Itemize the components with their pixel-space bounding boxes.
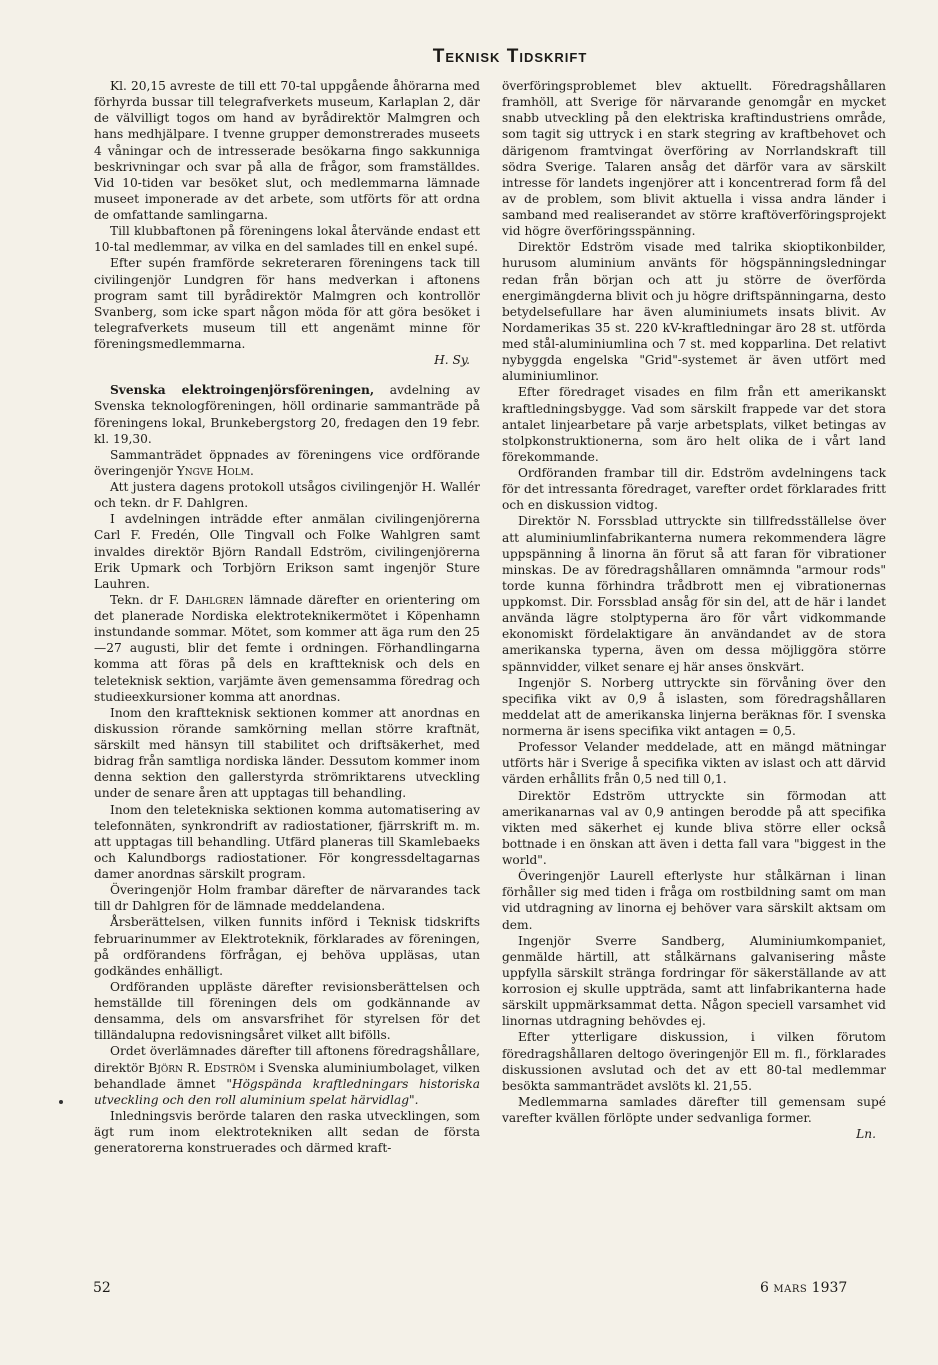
paragraph: Sammanträdet öppnades av föreningens vice ordförande överingenjör Yngve Holm. [94, 447, 480, 478]
paragraph: Överingenjör Laurell efterlyste hur stålkärnan i linan förhåller sig med tiden i fråga om rostbildning samt om man vid utdragning av linorna ej behöver vara särskilt aktsam om dem. [502, 869, 886, 932]
paragraph: Medlemmarna samlades därefter till gemensam supé varefter kvällen förlöpte under sedvanliga former. [502, 1094, 886, 1125]
margin-dot [59, 1100, 63, 1104]
masthead-title: Teknisk Tidskrift [432, 46, 588, 67]
paragraph: Ordföranden uppläste därefter revisionsberättelsen och hemställde till föreningen dels om godkännande av densamma, dels om ansvarsfrihet för styrelsen för det tilländalupna redovisningsåret vilket allt bifölls. [94, 979, 480, 1043]
author-signature: H. Sy. [434, 353, 470, 368]
paragraph: Ordet överlämnades därefter till aftonens föredragshållare, direktör Björn R. Edström i Svenska aluminiumbolaget, vilken behandlade ämnet "Högspända kraftledningars historiska utveckling och den roll aluminium spelat härvidlag". [94, 1044, 481, 1107]
paragraph: Inom den teletekniska sektionen komma automatisering av telefonnäten, synkrondrift av radiostationer, fjärrskrift m. m. att upptagas till behandling. Utfärd planeras till Skamlebaeks och Kalundborgs radiostationer. För kongressdeltagarnas damer anordnas särskilt program. [94, 802, 480, 881]
person-name: Björn R. Edström [148, 1060, 256, 1075]
paragraph: Efter ytterligare diskussion, i vilken förutom föredragshållaren deltogo överingenjör Ell m. fl., förklarades diskussionen avslutad och det av ett 80-tal medlemmar besökta sammanträdet avslöts kl. 21,55. [502, 1030, 886, 1093]
paragraph: Efter föredraget visades en film från ett amerikanskt kraftledningsbygge. Vad som särskilt frappede var det stora antalet linjearbetare på varje arbetsplats, vilket betingas av stolpkonstruktionerna, som äro helt olika de i vårt land förekommande. [502, 385, 886, 464]
paragraph: Inledningsvis berörde talaren den raska utvecklingen, som ägt rum inom elektrotekniken allt sedan de första generatorerna konstruerades och därmed kraft- [94, 1108, 480, 1156]
right-column [502, 78, 886, 1142]
paragraph: Efter supén framförde sekreteraren föreningens tack till civilingenjör Lundgren för hans medverkan i aftonens program samt till byrådirektör Malmgren och kontrollör Svanberg, som icke spart någon möda för att göra besöket i telegrafverkets museum till ett angenämt minne för föreningsmedlemmarna. [94, 256, 480, 351]
paragraph: Direktör Edström visade med talrika skioptikonbilder, hurusom aluminium använts för högspänningsledningar redan från början och att ju större de överförda energimängderna blivit och ju högre driftspänningarna, desto betydelsefullare har även aluminiumets insats blivit. Av Nordamerikas 35 st. 220 kV-kraftledningar äro 28 st. utförda med stål-aluminiumlina och 7 st. med kopparlina. Det relativt nybyggda engelska "Grid"-systemet är även utfört med aluminiumlinor. [502, 240, 886, 384]
page-number: 52 [93, 1280, 111, 1296]
paragraph: Direktör N. Forssblad uttryckte sin tillfredsställelse över att aluminiumlinfabrikanterna numera rekommendera lägre uppspänning å linorna än förut så att faran för vibrationer minskas. De av föredragshållaren omnämnda "armour rods" torde kunna förhindra trådbrott men ej vibrationernas uppkomst. Dir. Forssblad ansåg för sin del, att de här i landet använda lägre stolptyperna äro för vårt vidkommande ekonomiskt fördelaktigare än användandet av de stora amerikanska typerna, även om dessa möjliggöra större spännvidder, vilket senare ej här anses önskvärt. [502, 514, 886, 674]
paragraph: Ingenjör Sverre Sandberg, Aluminiumkompaniet, genmälde härtill, att stålkärnans galvanisering måste uppfylla särskilt stränga fordringar för säkerställande av att korrosion ej skulle uppträda, samt att linfabrikanterna hade särskilt uppmärksammat detta. Någon speciell varsamhet vid linornas utdragning behövdes ej. [502, 933, 886, 1029]
person-name: Yngve Holm [176, 463, 250, 478]
paragraph: Svenska elektroingenjörsföreningen, avdelning av Svenska teknologföreningen, höll ordinarie sammanträde på föreningens lokal, Brunkebergstorg 20, fredagen den 19 febr. kl. 19,30. [94, 383, 480, 446]
paragraph: I avdelningen inträdde efter anmälan civilingenjörerna Carl F. Fredén, Olle Tingvall och Folke Wahlgren samt invaldes direktör Björn Randall Edström, civilingenjörerna Erik Upmark och Torbjörn Erikson samt ingenjör Sture Lauhren. [94, 512, 480, 591]
paragraph: Inom den kraftteknisk sektionen kommer att anordnas en diskussion rörande samkörning mellan större kraftnät, särskilt med hänsyn till stabilitet och driftsäkerhet, med bidrag från samtliga nordiska länder. Dessutom kommer inom denna sektion den gallerstyrda strömriktarens utveckling under de senare åren att upptagas till behandling. [94, 705, 480, 801]
paragraph: Ingenjör S. Norberg uttryckte sin förvåning över den specifika vikt av 0,9 å islasten, som föredragshållaren meddelat att de amerikanska linjerna beräknas för. I svenska normerna är isens specifika vikt antagen = 0,5. [502, 675, 886, 738]
society-name: Svenska elektroingenjörsföreningen, [110, 383, 375, 398]
paragraph: överföringsproblemet blev aktuellt. Föredragshållaren framhöll, att Sverige för närvarande genomgår en mycket snabb utveckling på den elektriska kraftindustriens område, som tagit sig uttryck i en stark stegring av kraftbehovet och därigenom framtvingat överföring av Norrlandskraft till södra Sverige. Talaren ansåg det därför vara av särskilt intresse för landets ingenjörer att i koncentrerad form få del av de problem, som blivit aktuella i vissa andra länder i samband med realiserandet av större kraftöverföringsprojekt vid högre överföringsspänning. [502, 79, 886, 239]
paragraph: Att justera dagens protokoll utsågos civilingenjör H. Wallér och tekn. dr F. Dahlgren. [94, 480, 480, 511]
paragraph: Ordföranden frambar till dir. Edström avdelningens tack för det intressanta föredraget, varefter ordet förklarades fritt och en diskussion vidtog. [502, 466, 886, 513]
paragraph: Professor Velander meddelade, att en mängd mätningar utförts här i Sverige å specifika vikten av islast och att därvid värden erhållits från 0,5 ned till 0,1. [502, 740, 886, 787]
issue-date: 6 mars 1937 [760, 1280, 848, 1296]
person-name: Dahlgren [185, 592, 244, 607]
author-signature: Ln. [856, 1127, 876, 1142]
paragraph: Tekn. dr F. Dahlgren lämnade därefter en orientering om det planerade Nordiska elektroteknikermötet i Köpenhamn instundande sommar. Mötet, som kommer att äga rum den 25—27 augusti, blir det femte i ordningen. Förhandlingarna komma att föras på dels en kraftteknisk och dels en teleteknisk sektion, varjämte även gemensamma föredrag och studieexkursioner komma att anordnas. [94, 592, 480, 704]
paragraph: Överingenjör Holm frambar därefter de närvarandes tack till dr Dahlgren för de lämnade meddelandena. [94, 883, 480, 914]
left-column [94, 78, 480, 1156]
paragraph: Till klubbaftonen på föreningens lokal återvände endast ett 10-tal medlemmar, av vilka en del samlades till en enkel supé. [94, 224, 480, 255]
paragraph: Årsberättelsen, vilken funnits införd i Teknisk tidskrifts februarinummer av Elektroteknik, förklarades av föreningen, på ordförandens förfrågan, ej behöva uppläsas, utan godkändes enhälligt. [94, 915, 480, 978]
lecture-title: "Högspända kraftledningars historiska utveckling och den roll aluminium spelat härvidlag". [94, 1076, 480, 1107]
paragraph: Kl. 20,15 avreste de till ett 70-tal uppgående åhörarna med förhyrda bussar till telegrafverkets museum, Karlaplan 2, där de välvilligt togos om hand av byrådirektör Malmgren och hans medhjälpare. I tvenne grupper demonstrerades museets 4 våningar och de intresserade besökarna fingo sakkunniga beskrivningar och svar på alla de frågor, som framställdes. Vid 10-tiden var besöket slut, och medlemmarna lämnade museet imponerade av det arbete, som utförts för att ordna de omfattande samlingarna. [94, 79, 480, 222]
paragraph: Direktör Edström uttryckte sin förmodan att amerikanarnas val av 0,9 antingen berodde på att specifika vikten med säkerhet ej kunde bliva större eller också bottnade i en önskan att även i detta fall vara "biggest in the world". [502, 788, 886, 867]
